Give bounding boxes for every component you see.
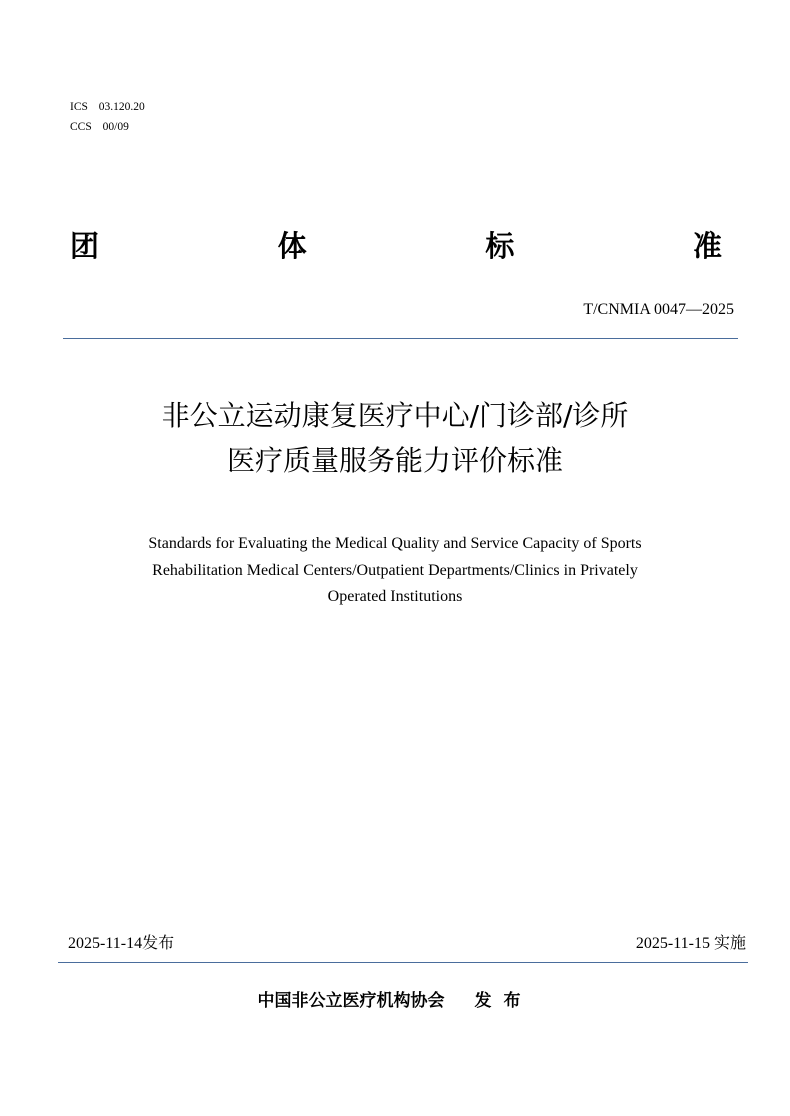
standard-type-char: 准 <box>692 229 722 263</box>
standard-type-char: 团 <box>70 229 100 263</box>
classification-codes <box>70 97 145 137</box>
english-title <box>60 531 730 611</box>
footer-divider <box>58 962 748 963</box>
ccs-label: CCS <box>70 121 92 133</box>
publisher-organization: 中国非公立医疗机构协会 <box>257 991 445 1011</box>
english-title-line: Operated Institutions <box>327 588 463 605</box>
chinese-title <box>0 393 790 483</box>
implementation-date: 2025-11-15 实施 <box>635 935 746 952</box>
publisher-line <box>0 990 790 1012</box>
standard-type-heading <box>70 224 722 268</box>
ccs-row <box>70 117 145 137</box>
ics-row <box>70 97 145 117</box>
issue-date: 2025-11-14发布 <box>68 935 175 952</box>
header-divider <box>63 338 738 339</box>
english-title-line: Standards for Evaluating the Medical Quality and Service Capacity of Sports <box>148 535 642 552</box>
ics-label: ICS <box>70 101 88 113</box>
english-title-line: Rehabilitation Medical Centers/Outpatient Departments/Clinics in Privately <box>152 561 638 579</box>
ccs-code: 00/09 <box>102 121 129 133</box>
standard-type-char: 标 <box>485 229 515 263</box>
chinese-title-line: 非公立运动康复医疗中心/门诊部/诊所 <box>161 399 629 432</box>
ics-code: 03.120.20 <box>98 101 145 113</box>
standard-type-char: 体 <box>277 229 307 263</box>
publish-action: 发布 <box>474 991 533 1011</box>
standard-number: T/CNMIA 0047—2025 <box>583 301 734 318</box>
chinese-title-line: 医疗质量服务能力评价标准 <box>226 444 563 477</box>
